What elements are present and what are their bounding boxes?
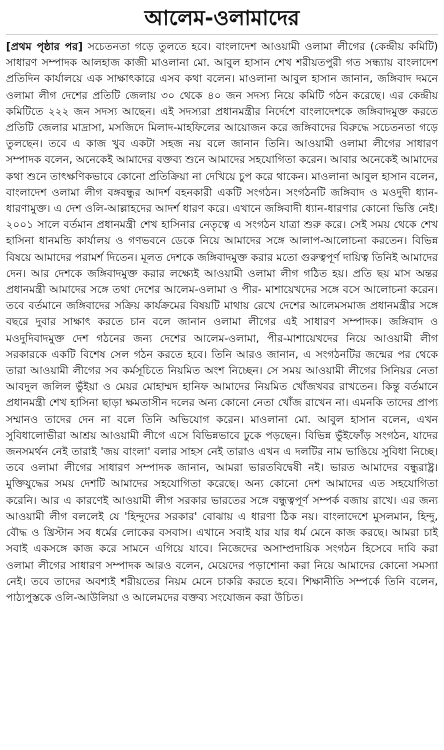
article-body bbox=[6, 39, 438, 606]
continuation-label: [প্রথম পৃষ্ঠার পর] bbox=[6, 41, 83, 53]
article-headline: আলেম-ওলামাদের bbox=[6, 4, 438, 35]
article-body-text: সচেতনতা গড়ে তুলতে হবে। বাংলাদেশ আওয়ামী ওলামা লীগের (কেন্দ্রীয় কমিটি) সাধারণ সম্পাদক আলহাজ কাজী মাওলানা মো. আবুল হাসান শেখ শরীয়তপুরী গত সন্ধ্যায় বাংলাদেশ প্রতিদিন কার্যালয়ে এক সাক্ষাৎকারে এসব কথা বলেন। মাওলানা আবুল হাসান জানান, জঙ্গিবাদ দমনে ওলামা লীগ দেশের প্রতিটি জেলায় ৩০ থেকে ৪০ জন সদস্য নিয়ে কমিটি গঠন করেছে। এর কেন্দ্রীয় কমিটিতে ২২২ জন সদস্য আছেন। এই সদস্যরা প্রধানমন্ত্রীর নির্দেশে বাংলাদেশকে জঙ্গিবাদমুক্ত করতে প্রতিটি জেলার মাদ্রাসা, মসজিদে মিলাদ-মাহফিলের আয়োজন করে জঙ্গিবাদের বিরুদ্ধে সচেতনতা গড়ে তুলছেন। তবে এ কাজ খুব একটা সহজ নয় বলে জানান তিনি। আওয়ামী ওলামা লীগের সাধারণ সম্পাদক বলেন, অনেকেই আমাদের বক্তব্য শুনে আমাদের সহযোগিতা করেন। আবার অনেকেই আমাদের কথা শুনে তাৎক্ষণিকভাবে কোনো প্রতিক্রিয়া না দেখিয়ে চুপ করে থাকেন। মাওলানা আবুল হাসান বলেন, বাংলাদেশ ওলামা লীগ বঙ্গবন্ধুর আদর্শ বহনকারী একটি সংগঠন। সংগঠনটি জঙ্গিবাদ ও মওদুদী ধ্যান-ধারণামুক্ত। এ দেশ ওলি-আল্লাহদের আদর্শ ধারণ করে। এখানে জঙ্গিবাদী ধ্যান-ধারণার কোনো ভিত্তি নেই। ২০০১ সালে বর্তমান প্রধানমন্ত্রী শেখ হাসিনার নেতৃত্বে এ সংগঠন যাত্রা শুরু করে। সেই সময় থেকে শেখ হাসিনা ধানমন্ডি কার্যালয় ও গণভবনে ডেকে নিয়ে আমাদের সঙ্গে আলাপ-আলোচনা করতেন। বিভিন্ন বিষয়ে আমাদের পরামর্শ দিতেন। মূলত দেশকে জঙ্গিবাদমুক্ত করার মতো গুরুত্বপূর্ণ দায়িত্ব তিনিই আমাদের দেন। আর দেশকে জঙ্গিবাদমুক্ত করার লক্ষ্যেই আওয়ামী ওলামা লীগ গঠিত হয়। প্রতি ছয় মাস অন্তর প্রধানমন্ত্রী আমাদের সঙ্গে তথা দেশের আলেম-ওলামা ও পীর- মাশায়েখদের সঙ্গে বসে আলোচনা করেন। তবে বর্তমানে জঙ্গিবাদের সক্রিয় কার্যক্রমের বিষয়টি মাথায় রেখে দেশের আলেমসমাজ প্রধানমন্ত্রীর সঙ্গে বছরে দুবার সাক্ষাৎ করতে চান বলে জানান ওলামা লীগের এই সাধারণ সম্পাদক। জঙ্গিবাদ ও মওদুদিবাদমুক্ত দেশ গঠনের জন্য দেশের আলেম-ওলামা, পীর-মাশায়েখদের নিয়ে আওয়ামী লীগ সরকারকে একটি বিশেষ সেল গঠন করতে হবে। তিনি আরও জানান, এ সংগঠনটির জন্মের পর থেকে তারা আওয়ামী লীগের সব কর্মসূচিতে নিয়মিত অংশ নিচ্ছেন। সে সময় আওয়ামী লীগের সিনিয়র নেতা আবদুল জলিল ভুঁইয়া ও মেয়র মোহাম্মদ হানিফ আমাদের নিয়মিত খোঁজখবর রাখতেন। কিন্তু বর্তমানে প্রধানমন্ত্রী শেখ হাসিনা ছাড়া ক্ষমতাসীন দলের অন্য কোনো নেতা খোঁজ রাখেন না। এমনকি তাদের প্রাপ্য সম্মানও তাদের দেন না বলে তিনি অভিযোগ করেন। মাওলানা মো. আবুল হাসান বলেন, এখন সুবিধালোভীরা আশ্রয় আওয়ামী লীগে এসে বিভিন্নভাবে ঢুকে পড়ছেন। বিভিন্ন ভুঁইফোঁড় সংগঠন, যাদের জনসমর্থন নেই তারাই 'জয় বাংলা' বলার সাহস নেই তারাও এখন এ দলটির নাম ভাঙিয়ে সুবিধা নিচ্ছে। তবে ওলামা লীগের সাধারণ সম্পাদক জানান, আমরা ভারতবিদ্বেষী নই। ভারত আমাদের বন্ধুরাষ্ট্র। মুক্তিযুদ্ধের সময় দেশটি আমাদের সহযোগিতা করেছে। অন্য কোনো দেশ আমাদের এত সহযোগিতা করেনি। আর এ কারণেই আওয়ামী লীগ সরকার ভারতের সঙ্গে বন্ধুত্বপূর্ণ সম্পর্ক বজায় রাখে। এর জন্য আওয়ামী লীগ বললেই যে 'হিন্দুদের সরকার' বোঝায় এ ধারণা ঠিক নয়। বাংলাদেশে মুসলমান, হিন্দু, বৌদ্ধ ও খ্রিস্টান সব ধর্মের লোকের বসবাস। এখানে সবাই যার যার ধর্ম মেনে কাজ করছে। আমরা চাই সবাই একসঙ্গে কাজ করে সামনে এগিয়ে যাবে। নিজেদের অসাম্প্রদায়িক সংগঠন হিসেবে দাবি করা ওলামা লীগের সাধারণ সম্পাদক আরও বলেন, মেয়েদের পড়াশোনা করা নিয়ে আমাদের কোনো সমস্যা নেই। তবে তাদের অবশ্যই শরীয়তের নিয়ম মেনে চাকরি করতে হবে। শিক্ষানীতি সম্পর্কে তিনি বলেন, পাঠ্যপুস্তকে ওলি-আউলিয়া ও আলেমদের বক্তব্য সংযোজন করা উচিত। bbox=[6, 41, 438, 604]
